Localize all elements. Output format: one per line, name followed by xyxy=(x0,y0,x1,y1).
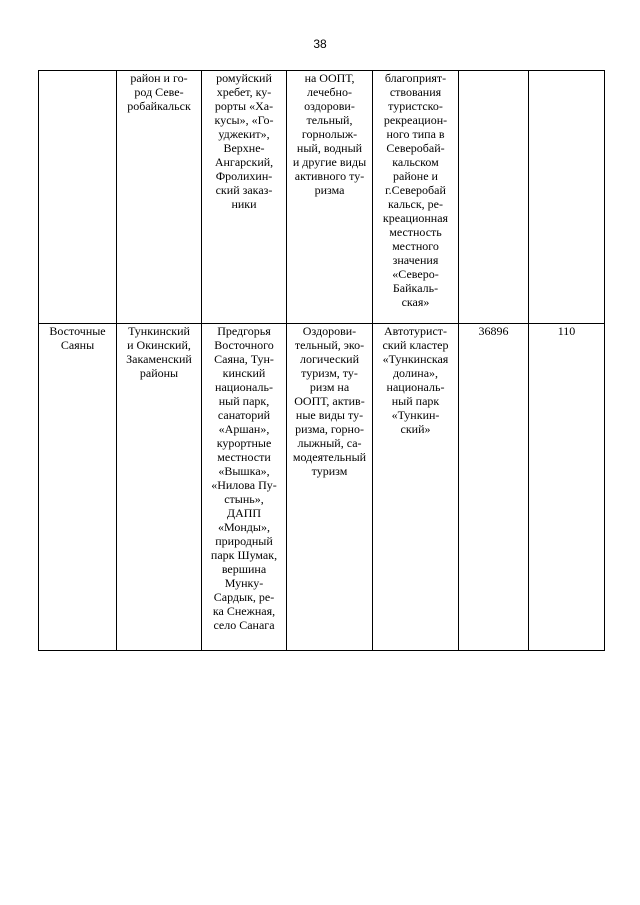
table-cell: район и го- род Севе- робайкальск xyxy=(117,71,202,324)
table-cell: благоприят- ствования туристско- рекреацион- ного типа в Северобай- кальском районе и г.Северобай кальск, ре- креационная местность местного значения «Северо- Байкаль- ская» xyxy=(373,71,459,324)
table-cell: Оздорови- тельный, эко- логический туризм, ту- ризм на ООПТ, актив- ные виды ту- ризма, горно- лыжный, са- модеятельный туризм xyxy=(287,324,373,651)
tourism-zones-table xyxy=(38,70,605,651)
table-cell: 36896 xyxy=(459,324,529,651)
table-cell: на ООПТ, лечебно- оздорови- тельный, горнолыж- ный, водный и другие виды активного ту- ризма xyxy=(287,71,373,324)
page-number: 38 xyxy=(313,37,327,51)
table-cell: Автотурист- ский кластер «Тункинская долина», националь- ный парк «Тункин- ский» xyxy=(373,324,459,651)
table-cell: Тункинский и Окинский, Закаменский районы xyxy=(117,324,202,651)
table-cell xyxy=(529,71,605,324)
table-row xyxy=(39,71,605,324)
table-cell: Восточные Саяны xyxy=(39,324,117,651)
table-cell xyxy=(39,71,117,324)
table-cell: ромуйский хребет, ку- рорты «Ха- кусы», «Го- уджекит», Верхне- Ангарский, Фролихин- ский заказ- ники xyxy=(202,71,287,324)
table-row xyxy=(39,324,605,651)
table-cell: 110 xyxy=(529,324,605,651)
table-cell xyxy=(459,71,529,324)
table-cell: Предгорья Восточного Саяна, Тун- кинский националь- ный парк, санаторий «Аршан», курортные местности «Вышка», «Нилова Пу- стынь», ДАПП «Монды», природный парк Шумак, вершина Мунку- Сардык, ре- ка Снежная, село Санага xyxy=(202,324,287,651)
